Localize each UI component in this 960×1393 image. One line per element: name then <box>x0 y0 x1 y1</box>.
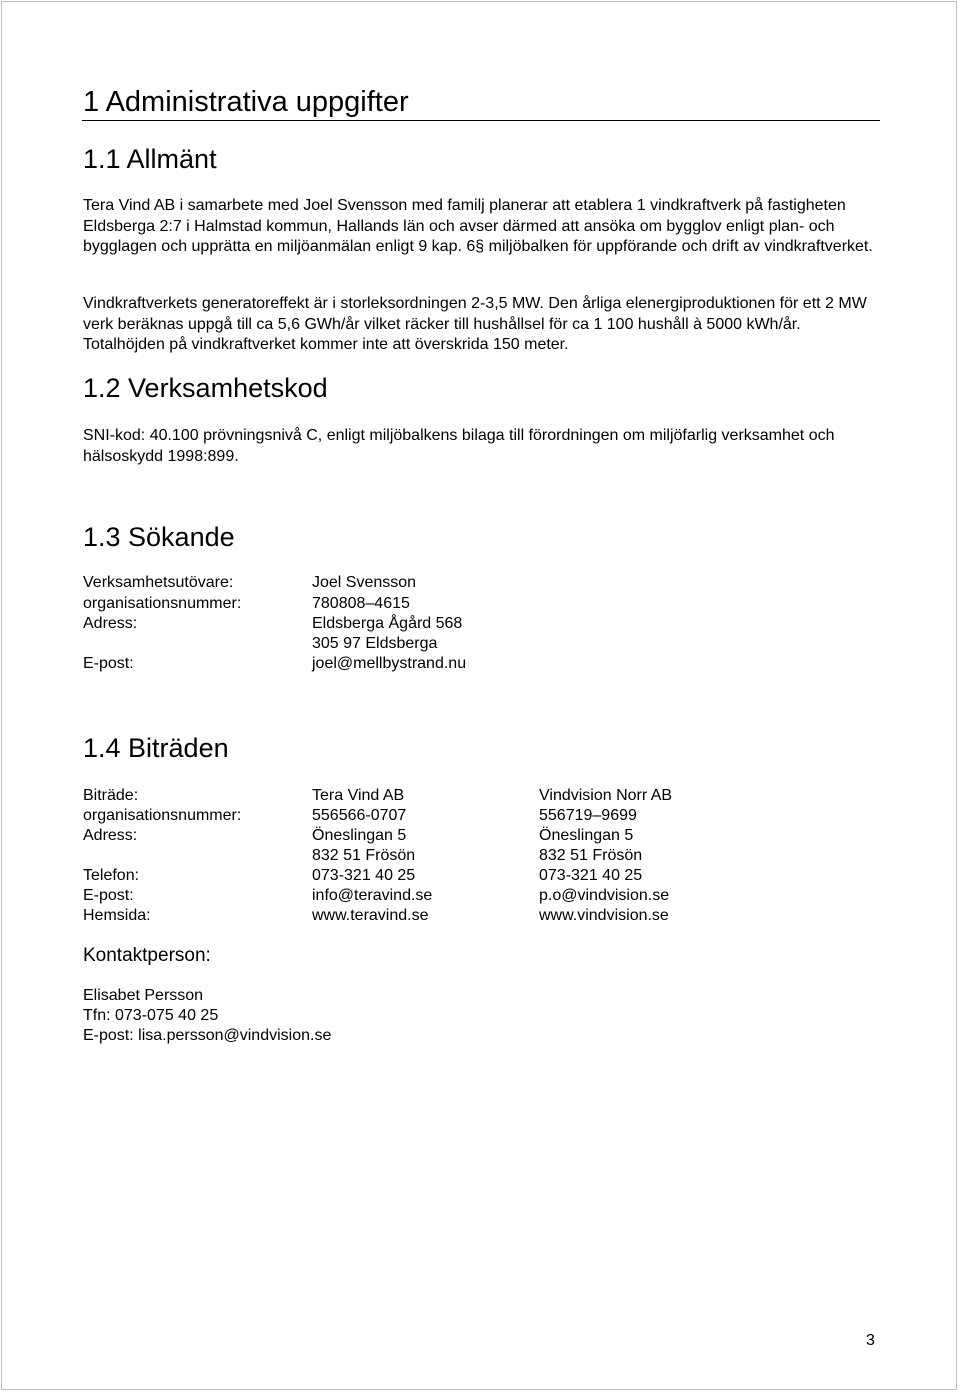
applicant-label: organisationsnummer: <box>83 595 242 612</box>
assistant-col2: Öneslingan 5 <box>539 827 634 844</box>
assistant-col2: 073-321 40 25 <box>539 867 643 884</box>
section-title-allmant: 1.1 Allmänt <box>83 144 217 174</box>
assistant-label: organisationsnummer: <box>83 807 242 824</box>
section-title-verksamhetskod: 1.2 Verksamhetskod <box>83 373 328 403</box>
section-title-bitraden: 1.4 Biträden <box>83 733 229 763</box>
contact-email: E-post: lisa.persson@vindvision.se <box>83 1027 332 1044</box>
assistant-label: E-post: <box>83 887 134 904</box>
verksamhetskod-paragraph: SNI-kod: 40.100 prövningsnivå C, enligt miljöbalkens bilaga till förordningen om miljöfarlig verksamhet och hälsoskydd 1998:899. <box>83 427 835 465</box>
applicant-label: E-post: <box>83 655 134 672</box>
allmant-paragraph-2: Vindkraftverkets generatoreffekt är i storleksordningen 2-3,5 MW. Den årliga elenergiproduktionen för ett 2 MW verk beräknas uppgå till ca 5,6 GWh/år vilket räcker till hushållsel för ca 1 100 hushåll à 5000 kWh/år. Totalhöjden på vindkraftverket kommer inte att överskrida 150 meter. <box>83 295 867 353</box>
assistant-col1: Öneslingan 5 <box>312 827 407 844</box>
applicant-value: joel@mellbystrand.nu <box>312 655 467 672</box>
assistant-col2: 832 51 Frösön <box>539 847 643 864</box>
assistant-col1: Tera Vind AB <box>312 787 405 804</box>
assistant-col1: www.teravind.se <box>312 907 429 924</box>
assistant-label: Telefon: <box>83 867 140 884</box>
heading-rule <box>82 120 880 121</box>
contact-title: Kontaktperson: <box>83 945 211 966</box>
assistant-label: Biträde: <box>83 787 139 804</box>
section-title-sokande: 1.3 Sökande <box>83 522 235 552</box>
assistant-label: Adress: <box>83 827 138 844</box>
assistant-col2: www.vindvision.se <box>539 907 669 924</box>
assistant-col1: info@teravind.se <box>312 887 433 904</box>
applicant-value: Eldsberga Ågård 568 <box>312 615 463 632</box>
applicant-value: 780808–4615 <box>312 595 410 612</box>
applicant-label: Verksamhetsutövare: <box>83 574 234 591</box>
applicant-value: Joel Svensson <box>312 574 417 591</box>
applicant-label: Adress: <box>83 615 138 632</box>
page-number: 3 <box>866 1332 875 1349</box>
main-heading: 1 Administrativa uppgifter <box>83 86 409 118</box>
allmant-paragraph-1: Tera Vind AB i samarbete med Joel Svensson med familj planerar att etablera 1 vindkraftverk på fastigheten Eldsberga 2:7 i Halmstad kommun, Hallands län och avser därmed att ansöka om bygglov enligt plan- och bygglagen och upprätta en miljöanmälan enligt 9 kap. 6§ miljöbalken för uppförande och drift av vindkraftverket. <box>83 197 873 255</box>
assistant-col1: 073-321 40 25 <box>312 867 416 884</box>
assistant-col2: 556719–9699 <box>539 807 637 824</box>
assistant-col1: 556566-0707 <box>312 807 407 824</box>
assistant-label: Hemsida: <box>83 907 151 924</box>
applicant-value: 305 97 Eldsberga <box>312 635 438 652</box>
assistant-col2: p.o@vindvision.se <box>539 887 670 904</box>
contact-phone: Tfn: 073-075 40 25 <box>83 1007 219 1024</box>
assistant-col2: Vindvision Norr AB <box>539 787 673 804</box>
contact-name: Elisabet Persson <box>83 987 204 1004</box>
assistant-col1: 832 51 Frösön <box>312 847 416 864</box>
